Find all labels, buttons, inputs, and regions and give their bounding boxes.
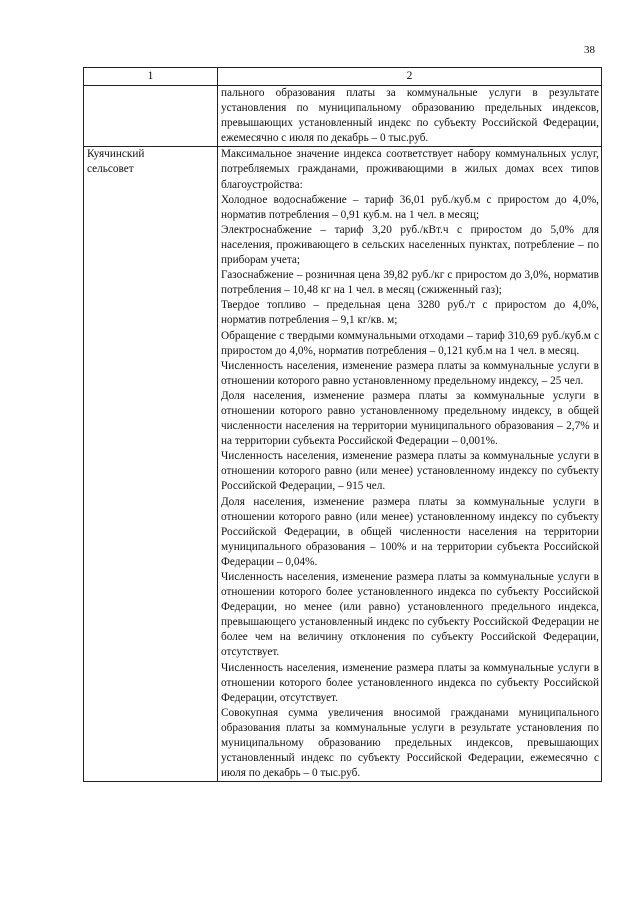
text-block: Численность населения, изменение размера платы за коммунальные услуги в отношении которого равно (или менее) установленному индексу по субъекту Российской Федерации, – 915 чел. [221, 450, 599, 493]
municipality-cell [84, 147, 218, 782]
text-block: Совокупная сумма увеличения вносимой гражданами муниципального образования платы за коммунальные услуги в результате установления по муниципальному образованию предельных индексов, превышающих установленный индекс по субъекту Российской Федерации, ежемесячно с июля по декабрь – 0 тыс.руб. [221, 706, 599, 780]
text-block: Газоснабжение – розничная цена 39,82 руб./кг с приростом до 3,0%, норматив потребления – 10,48 кг на 1 чел. в месяц (сжиженный газ); [221, 269, 599, 297]
text-block: Численность населения, изменение размера платы за коммунальные услуги в отношении которого более установленного индекса по субъекту Российской Федерации, отсутствует. [221, 661, 599, 704]
continuation-text-cell [218, 86, 602, 147]
text-block: Доля населения, изменение размера платы за коммунальные услуги в отношении которого равно (или менее) установленному индексу по субъекту Российской Федерации, в общей численности населения на территории муниципального образования – 100% и на территории субъекта Российской Федерации – 0,04%. [221, 495, 599, 568]
header-cell-2: 2 [218, 68, 602, 86]
table-row-kuyachinsky [84, 147, 602, 782]
table-header-row [84, 68, 602, 86]
text-block: Максимальное значение индекса соответствует набору коммунальных услуг, потребляемых гражданами, проживающими в жилых домах всех типов благоустройства: [221, 148, 599, 191]
text-block: Холодное водоснабжение – тариф 36,01 руб./куб.м с приростом до 4,0%, норматив потребления – 0,91 куб.м. на 1 чел. в месяц; [221, 193, 599, 221]
continuation-text: пального образования платы за коммунальные услуги в результате установления по муниципальному образованию предельных индексов, превышающих установленный индекс по субъекту Российской Федерации, ежемесячно с июля по декабрь – 0 тыс.руб. [221, 87, 599, 145]
text-block: Твердое топливо – предельная цена 3280 руб./т с приростом до 4,0%, норматив потребления – 9,1 кг/кв. м; [221, 299, 599, 327]
text-block: Доля населения, изменение размера платы за коммунальные услуги в отношении которого равно установленному предельному индексу, в общей численности населения на территории муниципального образования – 2,7% и на территории субъекта Российской Федерации – 0,001%. [221, 389, 599, 448]
document-table [83, 67, 602, 782]
description-cell [218, 147, 602, 782]
text-block: Численность населения, изменение размера платы за коммунальные услуги в отношении которого равно установленному предельному индексу, – 25 чел. [221, 359, 599, 387]
text-block: Обращение с твердыми коммунальными отходами – тариф 310,69 руб./куб.м с приростом до 4,0%, норматив потребления – 0,121 куб.м на 1 чел. в месяц. [221, 329, 599, 357]
text-block: Электроснабжение – тариф 3,20 руб./кВт.ч с приростом до 5,0% для населения, проживающего в сельских населенных пунктах, потребление – по приборам учета; [221, 223, 599, 267]
text-block: Численность населения, изменение размера платы за коммунальные услуги в отношении которого более установленного индекса по субъекту Российской Федерации, но менее (или равно) установленного предельного индекса, превышающего установленный индекс по субъекту Российской Федерации не более чем на величину отклонения по субъекту Российской Федерации, отсутствует. [221, 571, 599, 659]
table-row-continuation [84, 86, 602, 147]
header-cell-1: 1 [84, 68, 218, 86]
page-number: 38 [584, 44, 595, 56]
continuation-municipality-cell [84, 86, 218, 147]
municipality-name: Куячинский сельсовет [87, 148, 145, 176]
